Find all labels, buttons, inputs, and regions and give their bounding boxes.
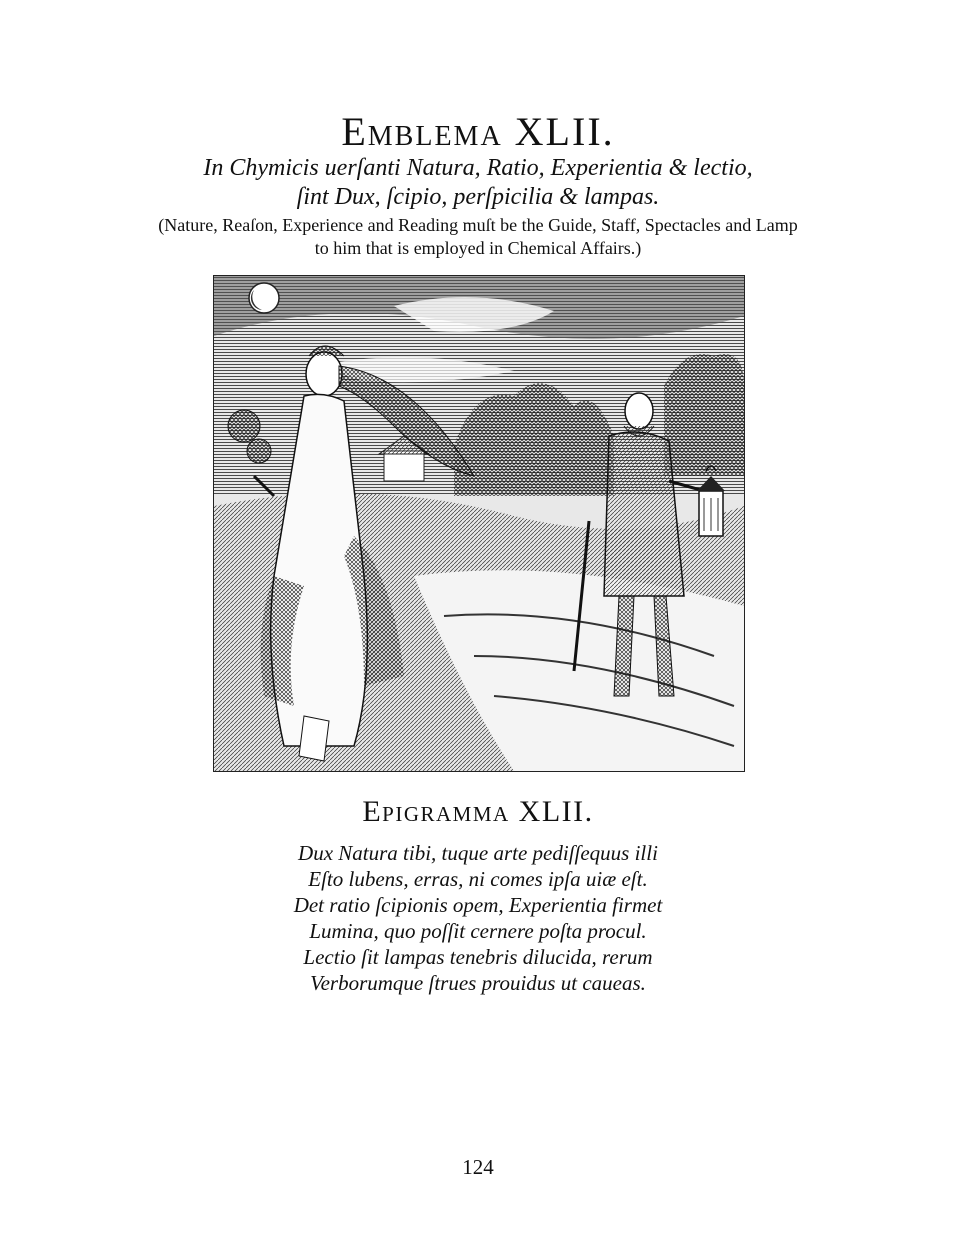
moon-icon	[249, 283, 279, 313]
epigram-verse	[0, 840, 956, 996]
latin-motto-line-1: In Chymicis uerſanti Natura, Ratio, Experientia & lectio,	[203, 155, 753, 181]
emblem-title: Emblema XLII.	[341, 109, 615, 154]
verse-line-6: Verborumque ſtrues prouidus ut caueas.	[310, 971, 646, 995]
verse-line-3: Det ratio ſcipionis opem, Experientia firmet	[293, 893, 663, 917]
latin-motto-line-2: ſint Dux, ſcipio, perſpicilia & lampas.	[296, 184, 660, 210]
latin-motto	[0, 154, 956, 212]
english-motto-line-2: to him that is employed in Chemical Affairs.)	[314, 238, 642, 258]
epigram-title: Epigramma XLII.	[362, 795, 594, 828]
english-motto-line-1: (Nature, Reaſon, Experience and Reading muſt be the Guide, Staff, Spectacles and Lamp	[158, 215, 798, 235]
verse-line-5: Lectio ſit lampas tenebris dilucida, rerum	[303, 945, 653, 969]
emblem-engraving	[213, 275, 745, 772]
verse-line-2: Eſto lubens, erras, ni comes ipſa uiæ eſt.	[308, 867, 648, 891]
english-motto	[0, 214, 956, 260]
verse-line-1: Dux Natura tibi, tuque arte pediſſequus illi	[298, 841, 658, 865]
page-number: 124	[462, 1155, 494, 1179]
verse-line-4: Lumina, quo poſſit cernere poſta procul.	[309, 919, 647, 943]
